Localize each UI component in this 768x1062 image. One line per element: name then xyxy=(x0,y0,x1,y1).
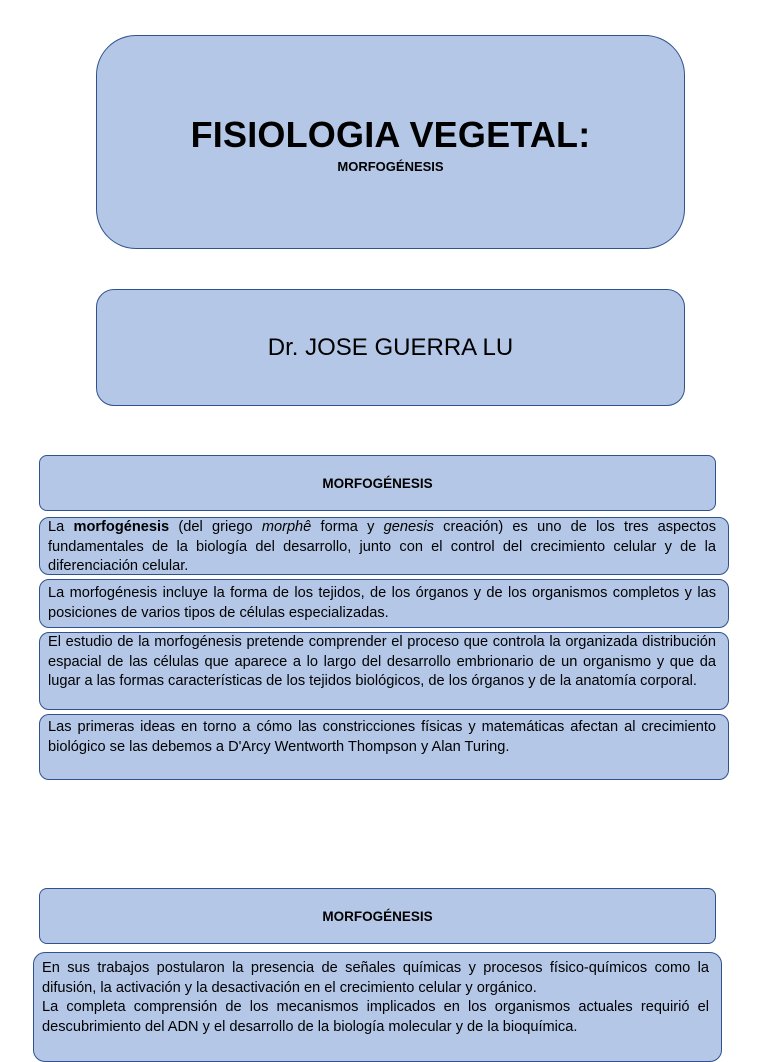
title-box xyxy=(96,35,685,249)
author-box xyxy=(96,289,685,406)
paragraph-research xyxy=(33,952,722,1062)
section-2-header xyxy=(39,888,716,944)
paragraph-text: El estudio de la morfogénesis pretende comprender el proceso que controla la organizada distribución espacial de las células que aparece a lo largo del desarrollo embrionario de un organismo y que da lugar a las formas características de los tejidos biológicos, de los órganos y de la anatomía corporal. xyxy=(48,634,716,689)
section-1-header xyxy=(39,455,716,511)
italic-term: morphê xyxy=(261,519,312,535)
text-run: creación) es uno de los tres aspectos fundamentales de la biología del desarrollo, junto con el control del crecimiento celular y de la diferenciación celular. xyxy=(48,519,717,574)
paragraph-definition xyxy=(39,517,729,575)
paragraph-scope xyxy=(39,579,729,628)
page-subtitle: MORFOGÉNESIS xyxy=(337,159,444,174)
page-title: FISIOLOGIA VEGETAL: xyxy=(190,114,591,155)
section-2-header-label: MORFOGÉNESIS xyxy=(322,908,433,924)
paragraph-text: La completa comprensión de los mecanismos implicados en los organismos actuales requirió el descubrimiento del ADN y el desarrollo de la biología molecular y de la bioquímica. xyxy=(42,999,709,1035)
text-run: (del griego xyxy=(169,519,262,535)
paragraph-text: La morfogénesis incluye la forma de los tejidos, de los órganos y de los organismos completos y las posiciones de varios tipos de células especializadas. xyxy=(48,585,716,621)
paragraph-history xyxy=(39,714,729,780)
text-run: forma y xyxy=(311,519,384,535)
section-1-header-label: MORFOGÉNESIS xyxy=(322,475,433,491)
paragraph-text: Las primeras ideas en torno a cómo las constricciones físicas y matemáticas afectan al crecimiento biológico se las debemos a D'Arcy Wentworth Thompson y Alan Turing. xyxy=(48,719,716,755)
author-name: Dr. JOSE GUERRA LU xyxy=(267,333,514,361)
bold-term: morfogénesis xyxy=(73,519,170,535)
paragraph-text: En sus trabajos postularon la presencia de señales químicas y procesos físico-químicos como la difusión, la activación y la desactivación en el crecimiento celular y orgánico. xyxy=(42,960,709,996)
text-run: La xyxy=(48,519,74,535)
italic-term: genesis xyxy=(383,519,434,535)
paragraph-study xyxy=(39,632,729,710)
